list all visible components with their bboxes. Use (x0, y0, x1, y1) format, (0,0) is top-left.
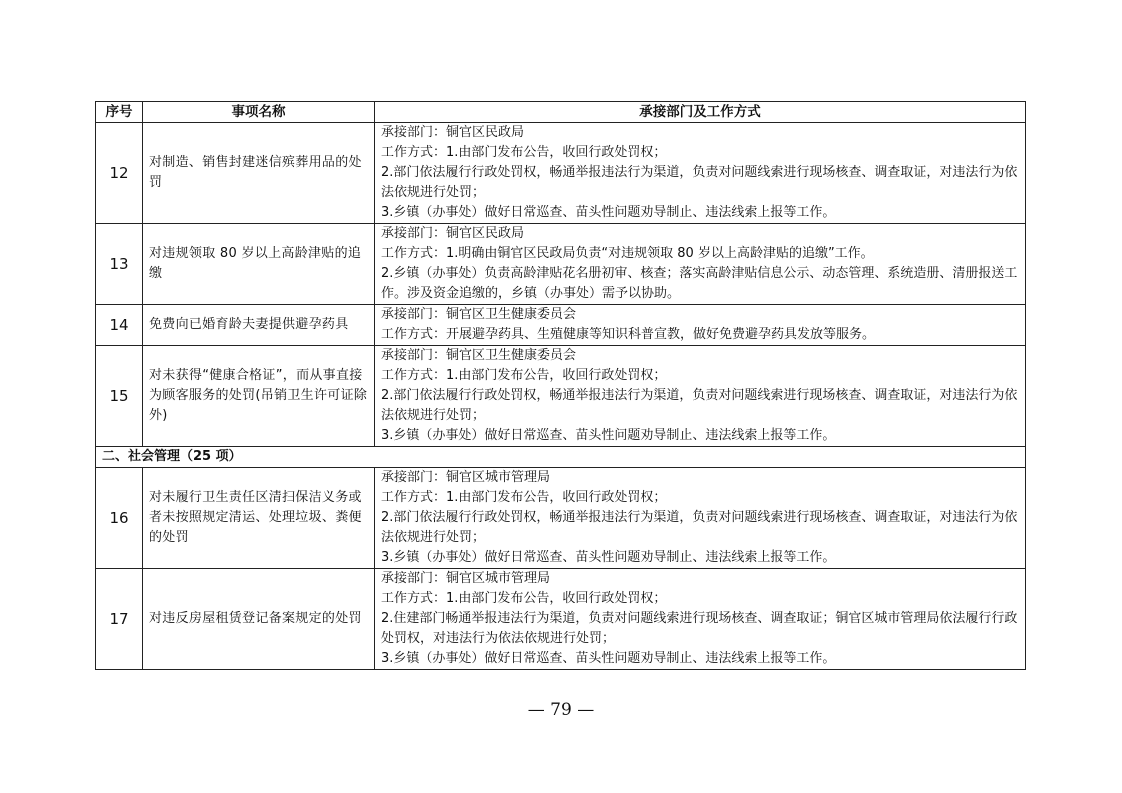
row-line: 2.部门依法履行行政处罚权，畅通举报违法行为渠道，负责对问题线索进行现场核查、调查取证，对违法行为依法依规进行处罚； (381, 510, 1018, 545)
row-department-method (375, 468, 1026, 569)
row-line: 工作方式：1.由部门发布公告，收回行政处罚权； (381, 490, 667, 505)
row-line: 3.乡镇（办事处）做好日常巡查、苗头性问题劝导制止、违法线索上报等工作。 (381, 428, 836, 443)
header-item-name: 事项名称 (143, 102, 375, 123)
row-line: 3.乡镇（办事处）做好日常巡查、苗头性问题劝导制止、违法线索上报等工作。 (381, 205, 836, 220)
row-line: 承接部门：铜官区城市管理局 (381, 571, 551, 586)
row-item-name: 免费向已婚育龄夫妻提供避孕药具 (143, 305, 375, 346)
table-row (96, 468, 1026, 569)
table-row (96, 569, 1026, 670)
row-serial: 12 (96, 123, 143, 224)
row-department-method (375, 224, 1026, 305)
row-item-name: 对未获得“健康合格证”，而从事直接为顾客服务的处罚(吊销卫生许可证除外) (143, 346, 375, 447)
row-line: 工作方式：1.由部门发布公告，收回行政处罚权； (381, 368, 667, 383)
row-line: 承接部门：铜官区民政局 (381, 125, 525, 140)
row-serial: 16 (96, 468, 143, 569)
row-item-name: 对未履行卫生责任区清扫保洁义务或者未按照规定清运、处理垃圾、粪便的处罚 (143, 468, 375, 569)
section-title: 二、社会管理（25 项） (96, 447, 1026, 468)
row-item-name: 对制造、销售封建迷信殡葬用品的处罚 (143, 123, 375, 224)
table-row (96, 305, 1026, 346)
row-line: 工作方式：1.由部门发布公告，收回行政处罚权； (381, 591, 667, 606)
row-line: 3.乡镇（办事处）做好日常巡查、苗头性问题劝导制止、违法线索上报等工作。 (381, 651, 836, 666)
table-header-row (96, 102, 1026, 123)
row-line: 工作方式：开展避孕药具、生殖健康等知识科普宣教，做好免费避孕药具发放等服务。 (381, 327, 876, 342)
row-serial: 14 (96, 305, 143, 346)
row-line: 2.乡镇（办事处）负责高龄津贴花名册初审、核查；落实高龄津贴信息公示、动态管理、系统造册、清册报送工作。涉及资金追缴的，乡镇（办事处）需予以协助。 (381, 266, 1018, 301)
items-table (95, 101, 1026, 670)
row-line: 2.部门依法履行行政处罚权，畅通举报违法行为渠道，负责对问题线索进行现场核查、调查取证，对违法行为依法依规进行处罚； (381, 165, 1018, 200)
row-department-method (375, 569, 1026, 670)
row-line: 承接部门：铜官区卫生健康委员会 (381, 307, 577, 322)
row-line: 2.住建部门畅通举报违法行为渠道，负责对问题线索进行现场核查、调查取证；铜官区城市管理局依法履行行政处罚权，对违法行为依法依规进行处罚； (381, 611, 1018, 646)
row-department-method (375, 123, 1026, 224)
table-row (96, 123, 1026, 224)
row-line: 2.部门依法履行行政处罚权，畅通举报违法行为渠道，负责对问题线索进行现场核查、调查取证，对违法行为依法依规进行处罚； (381, 388, 1018, 423)
row-line: 承接部门：铜官区卫生健康委员会 (381, 348, 577, 363)
row-line: 工作方式：1.明确由铜官区民政局负责“对违规领取 80 岁以上高龄津贴的追缴”工作。 (381, 246, 874, 261)
row-line: 承接部门：铜官区民政局 (381, 226, 525, 241)
page-number: — 79 — (527, 700, 595, 720)
header-department-method: 承接部门及工作方式 (375, 102, 1026, 123)
table-row (96, 224, 1026, 305)
section-row (96, 447, 1026, 468)
row-serial: 17 (96, 569, 143, 670)
table-row (96, 346, 1026, 447)
row-serial: 13 (96, 224, 143, 305)
row-line: 3.乡镇（办事处）做好日常巡查、苗头性问题劝导制止、违法线索上报等工作。 (381, 550, 836, 565)
header-serial: 序号 (96, 102, 143, 123)
row-department-method (375, 346, 1026, 447)
row-line: 工作方式：1.由部门发布公告，收回行政处罚权； (381, 145, 667, 160)
row-serial: 15 (96, 346, 143, 447)
row-line: 承接部门：铜官区城市管理局 (381, 470, 551, 485)
row-item-name: 对违反房屋租赁登记备案规定的处罚 (143, 569, 375, 670)
row-department-method (375, 305, 1026, 346)
row-item-name: 对违规领取 80 岁以上高龄津贴的追缴 (143, 224, 375, 305)
